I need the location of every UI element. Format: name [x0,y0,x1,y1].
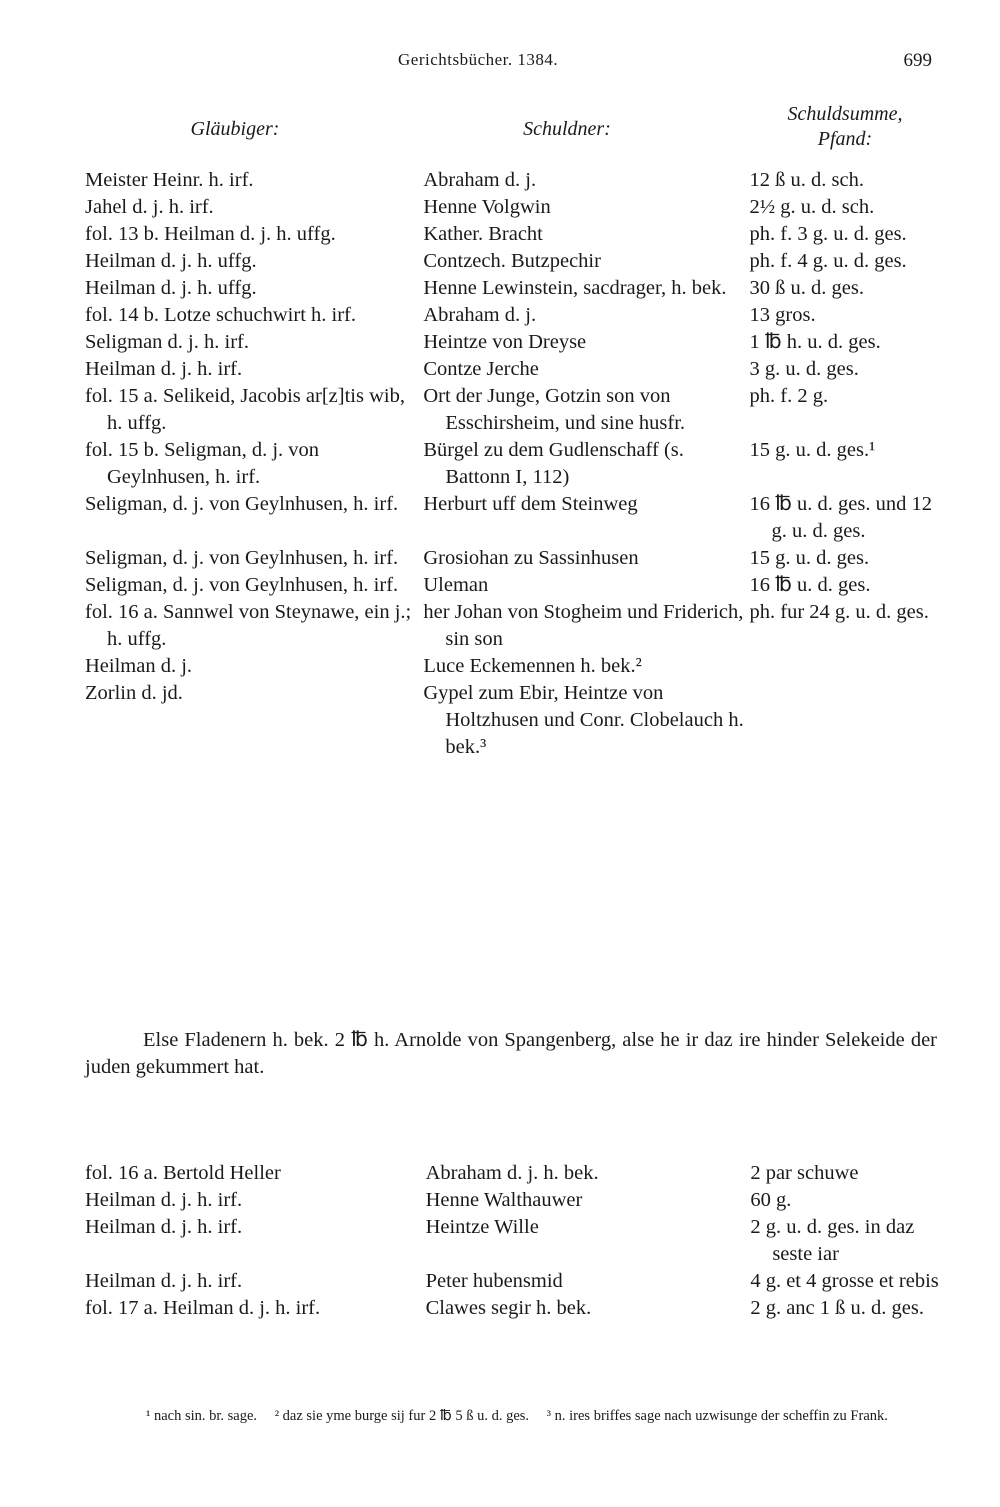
creditor-cell: Seligman, d. j. von Geylnhusen, h. irf. [85,493,399,515]
table-row [85,329,940,356]
debtor-cell: Ort der Junge, Gotzin son von Esschirsheim, und sine husfr. [423,385,686,434]
column-header-sum-line1: Schuldsumme, [787,103,903,125]
sum-cell: 15 g. u. d. ges. [749,547,870,569]
creditor-cell: fol. 16 a. Sannwel von Steynawe, ein j.; h. uffg. [85,601,412,650]
sum-cell [750,680,940,761]
debtor-cell: Henne Volgwin [423,196,551,218]
sum-cell: 30 ß u. d. ges. [749,277,864,299]
debtor-cell: Bürgel zu dem Gudlenschaff (s. Battonn I, 112) [423,439,684,488]
creditor-cell: Heilman d. j. [85,655,193,677]
sum-cell: 15 g. u. d. ges.¹ [749,439,876,461]
column-header-sum [752,102,938,152]
creditor-cell: fol. 15 b. Seligman, d. j. von Geylnhusen, h. irf. [85,439,320,488]
debtor-cell: Herburt uff dem Steinweg [423,493,638,515]
table-row [85,437,940,491]
creditor-cell: Heilman d. j. h. irf. [85,1189,243,1211]
table-row [85,1214,940,1268]
footnotes [88,1405,943,1427]
creditor-cell: Heilman d. j. h. uffg. [85,250,257,272]
sum-cell: ph. fur 24 g. u. d. ges. [749,601,929,623]
debtor-cell: Abraham d. j. h. bek. [425,1162,599,1184]
creditor-cell: Seligman, d. j. von Geylnhusen, h. irf. [85,547,399,569]
creditor-cell: fol. 16 a. Bertold Heller [85,1162,281,1184]
creditor-cell: fol. 17 a. Heilman d. j. h. irf. [85,1297,321,1319]
sum-cell: 2½ g. u. d. sch. [749,196,875,218]
creditor-cell: fol. 13 b. Heilman d. j. h. uffg. [85,223,336,245]
table-row [85,167,940,194]
debtor-cell: Contze Jerche [423,358,539,380]
debtor-cell: Henne Lewinstein, sacdrager, h. bek. [423,277,727,299]
page-header [0,50,1000,74]
creditor-cell: fol. 15 a. Selikeid, Jacobis ar[z]tis wib, h. uffg. [85,385,405,434]
table-row [85,221,940,248]
table-row [85,1268,940,1295]
debtor-cell: her Johan von Stogheim und Friderich, sin son [423,601,744,650]
debtor-cell: Henne Walthauwer [425,1189,583,1211]
debtor-cell: Heintze von Dreyse [423,331,587,353]
creditor-cell: Seligman d. j. h. irf. [85,331,249,353]
debt-table-1 [85,167,940,761]
table-row [85,356,940,383]
page-number: 699 [903,50,932,71]
debtor-cell: Peter hubensmid [425,1270,563,1292]
sum-cell: 13 gros. [749,304,816,326]
debtor-cell: Grosiohan zu Sassinhusen [423,547,639,569]
table-row [85,383,940,437]
sum-cell: 2 g. u. d. ges. in daz seste iar [750,1216,915,1265]
table-row [85,1187,940,1214]
table-row [85,680,940,761]
creditor-cell: Meister Heinr. h. irf. [85,169,254,191]
table-row [85,491,940,545]
table-row [85,572,940,599]
table-row [85,275,940,302]
debtor-cell: Abraham d. j. [423,304,537,326]
debtor-cell: Uleman [423,574,489,596]
footnote-3: ³ n. ires briffes sage nach uzwisunge der scheffin zu Frank. [546,1408,888,1424]
sum-cell [750,653,940,680]
sum-cell: 3 g. u. d. ges. [749,358,859,380]
creditor-cell: Heilman d. j. h. irf. [85,1216,243,1238]
creditor-cell: fol. 14 b. Lotze schuchwirt h. irf. [85,304,356,326]
table-row [85,1295,940,1322]
creditor-cell: Zorlin d. jd. [85,682,183,704]
creditor-cell: Jahel d. j. h. irf. [85,196,214,218]
table-row [85,302,940,329]
creditor-cell: Heilman d. j. h. irf. [85,1270,243,1292]
sum-cell: 16 ℔ u. d. ges. [749,574,871,596]
debtor-cell: Heintze Wille [425,1216,539,1238]
sum-cell: 1 ℔ h. u. d. ges. [749,331,881,353]
table-row [85,1160,940,1187]
debtor-cell: Clawes segir h. bek. [425,1297,592,1319]
running-title: Gerichtsbücher. 1384. [398,50,559,69]
column-header-debtor: Schuldner: [523,118,611,140]
table-row [85,545,940,572]
paragraph-entry: Else Fladenern h. bek. 2 ℔ h. Arnolde von Spangenberg, alse he ir daz ire hinder Selekeide der juden gekummert hat. [85,1029,937,1078]
sum-cell: 2 g. anc 1 ß u. d. ges. [750,1297,924,1319]
sum-cell: 4 g. et 4 grosse et rebis [750,1270,939,1292]
debtor-cell: Luce Eckemennen h. bek.² [423,655,642,677]
table-row [85,194,940,221]
footnote-2: ² daz sie yme burge sij fur 2 ℔ 5 ß u. d. ges. [274,1408,530,1424]
creditor-cell: Seligman, d. j. von Geylnhusen, h. irf. [85,574,399,596]
sum-cell: 16 ℔ u. d. ges. und 12 g. u. d. ges. [749,493,932,542]
sum-cell: 2 par schuwe [750,1162,859,1184]
creditor-cell: Heilman d. j. h. irf. [85,358,243,380]
debtor-cell: Abraham d. j. [423,169,537,191]
debt-table-2 [85,1160,940,1322]
creditor-cell: Heilman d. j. h. uffg. [85,277,257,299]
table-row [85,653,940,680]
sum-cell: 12 ß u. d. sch. [749,169,864,191]
column-header-sum-line2: Pfand: [817,128,873,150]
debtor-cell: Contzech. Butzpechir [423,250,601,272]
table-row [85,599,940,653]
sum-cell: 60 g. [750,1189,792,1211]
sum-cell: ph. f. 3 g. u. d. ges. [749,223,907,245]
sum-cell: ph. f. 4 g. u. d. ges. [749,250,907,272]
debtor-cell: Gypel zum Ebir, Heintze von Holtzhusen und Conr. Clobelauch h. bek.³ [423,682,744,758]
footnote-1: ¹ nach sin. br. sage. [146,1408,258,1424]
sum-cell: ph. f. 2 g. [749,385,829,407]
debtor-cell: Kather. Bracht [423,223,543,245]
table-row [85,248,940,275]
column-header-creditor: Gläubiger: [190,118,280,140]
